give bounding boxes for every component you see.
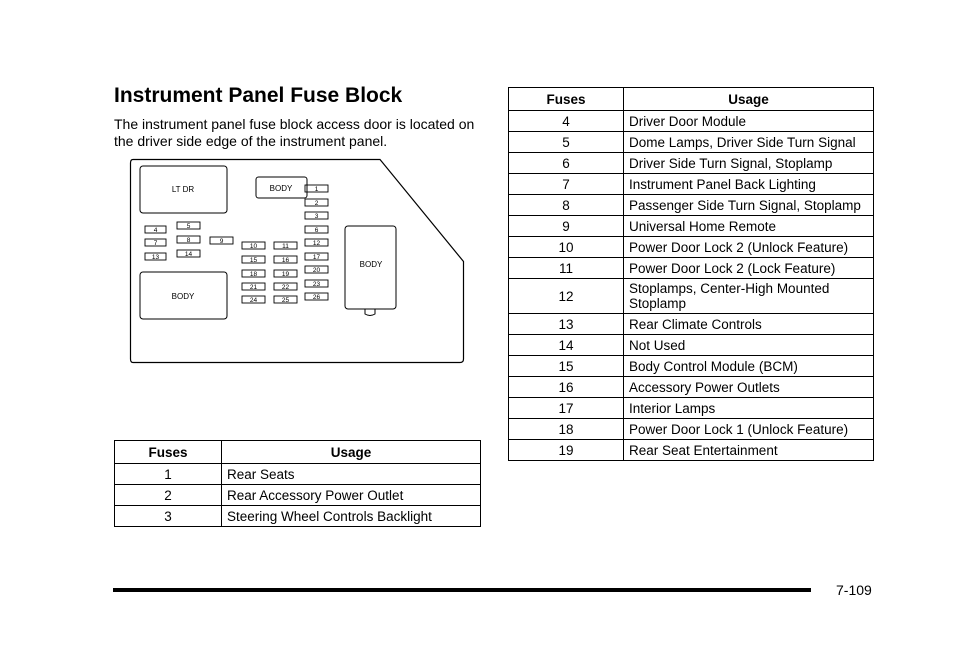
table-row bbox=[509, 356, 874, 377]
fuse-usage: Steering Wheel Controls Backlight bbox=[222, 506, 481, 527]
table-row bbox=[115, 485, 481, 506]
fuse-usage: Rear Seat Entertainment bbox=[624, 440, 874, 461]
body-lower-label: BODY bbox=[171, 292, 195, 301]
fuse-15 bbox=[242, 256, 265, 264]
fuse-23 bbox=[305, 280, 328, 288]
svg-text:18: 18 bbox=[249, 271, 258, 278]
fuse-6 bbox=[305, 226, 328, 234]
fuse-26 bbox=[305, 293, 328, 301]
fuse-19 bbox=[274, 270, 297, 278]
table-row bbox=[509, 174, 874, 195]
table-row bbox=[509, 377, 874, 398]
fuse-number: 6 bbox=[509, 153, 624, 174]
footer-rule bbox=[113, 588, 811, 592]
fuse-number: 4 bbox=[509, 111, 624, 132]
fuse-usage: Power Door Lock 2 (Unlock Feature) bbox=[624, 237, 874, 258]
svg-text:8: 8 bbox=[186, 237, 191, 244]
fuse-usage: Passenger Side Turn Signal, Stoplamp bbox=[624, 195, 874, 216]
fuse-number: 15 bbox=[509, 356, 624, 377]
svg-text:14: 14 bbox=[184, 251, 193, 258]
svg-text:6: 6 bbox=[314, 227, 319, 234]
fuse-7 bbox=[145, 239, 166, 247]
svg-text:17: 17 bbox=[312, 254, 321, 261]
fuse-number: 8 bbox=[509, 195, 624, 216]
fuse-number: 3 bbox=[115, 506, 222, 527]
svg-text:24: 24 bbox=[249, 297, 258, 304]
fuse-number: 14 bbox=[509, 335, 624, 356]
fuse-number: 1 bbox=[115, 464, 222, 485]
svg-text:19: 19 bbox=[281, 271, 290, 278]
table-row bbox=[509, 279, 874, 314]
svg-text:11: 11 bbox=[282, 243, 289, 250]
svg-text:16: 16 bbox=[281, 257, 290, 264]
table-row bbox=[509, 216, 874, 237]
fuse-8 bbox=[177, 236, 200, 244]
fuse-usage: Dome Lamps, Driver Side Turn Signal bbox=[624, 132, 874, 153]
fuse-22 bbox=[274, 283, 297, 291]
svg-text:26: 26 bbox=[312, 294, 321, 301]
svg-text:23: 23 bbox=[312, 281, 321, 288]
fuse-5 bbox=[177, 222, 200, 230]
fuse-usage: Power Door Lock 1 (Unlock Feature) bbox=[624, 419, 874, 440]
svg-text:1: 1 bbox=[314, 186, 319, 193]
fuse-16 bbox=[274, 256, 297, 264]
svg-text:22: 22 bbox=[281, 284, 290, 291]
fuse-number: 13 bbox=[509, 314, 624, 335]
fuse-number: 12 bbox=[509, 279, 624, 314]
column-header-usage: Usage bbox=[222, 441, 481, 464]
fuse-usage: Rear Accessory Power Outlet bbox=[222, 485, 481, 506]
svg-text:10: 10 bbox=[249, 243, 258, 250]
fuse-usage: Not Used bbox=[624, 335, 874, 356]
table-row bbox=[509, 132, 874, 153]
column-header-usage: Usage bbox=[624, 88, 874, 111]
fuse-number: 17 bbox=[509, 398, 624, 419]
fuse-number: 19 bbox=[509, 440, 624, 461]
fuse-usage: Universal Home Remote bbox=[624, 216, 874, 237]
fuse-number: 2 bbox=[115, 485, 222, 506]
svg-text:12: 12 bbox=[312, 240, 321, 247]
fuse-block-diagram bbox=[129, 158, 465, 366]
table-row bbox=[509, 195, 874, 216]
table-row bbox=[509, 153, 874, 174]
svg-text:5: 5 bbox=[186, 223, 191, 230]
fuse-usage: Rear Climate Controls bbox=[624, 314, 874, 335]
fuse-11 bbox=[274, 242, 297, 250]
svg-text:9: 9 bbox=[219, 238, 224, 245]
body-right-label: BODY bbox=[359, 260, 383, 269]
fuse-10 bbox=[242, 242, 265, 250]
fuse-1 bbox=[305, 185, 328, 193]
fuse-number: 11 bbox=[509, 258, 624, 279]
fuse-4 bbox=[145, 226, 166, 234]
fuse-21 bbox=[242, 283, 265, 291]
table-row bbox=[509, 419, 874, 440]
fuse-14 bbox=[177, 250, 200, 258]
table-row bbox=[509, 398, 874, 419]
fuse-usage: Interior Lamps bbox=[624, 398, 874, 419]
column-header-fuses: Fuses bbox=[509, 88, 624, 111]
lt-dr-label: LT DR bbox=[171, 185, 195, 194]
page-number: 7-109 bbox=[836, 582, 872, 598]
svg-text:7: 7 bbox=[153, 240, 158, 247]
intro-paragraph: The instrument panel fuse block access door is located on the driver side edge of the instrument panel. bbox=[114, 116, 475, 149]
svg-text:13: 13 bbox=[151, 254, 160, 261]
fuse-usage: Driver Side Turn Signal, Stoplamp bbox=[624, 153, 874, 174]
fuse-13 bbox=[145, 253, 166, 261]
svg-text:15: 15 bbox=[249, 257, 258, 264]
table-row bbox=[509, 111, 874, 132]
fuse-number: 10 bbox=[509, 237, 624, 258]
fuse-number: 7 bbox=[509, 174, 624, 195]
body-right-tab bbox=[365, 309, 375, 316]
svg-text:25: 25 bbox=[281, 297, 290, 304]
fuse-usage: Accessory Power Outlets bbox=[624, 377, 874, 398]
column-header-fuses: Fuses bbox=[115, 441, 222, 464]
table-row bbox=[509, 237, 874, 258]
fuse-2 bbox=[305, 199, 328, 207]
fuse-3 bbox=[305, 212, 328, 220]
fuse-number: 18 bbox=[509, 419, 624, 440]
fuse-table-right bbox=[508, 87, 874, 461]
fuse-usage: Stoplamps, Center-High Mounted Stoplamp bbox=[624, 279, 874, 314]
fuse-usage: Driver Door Module bbox=[624, 111, 874, 132]
fuse-number: 5 bbox=[509, 132, 624, 153]
fuse-usage: Body Control Module (BCM) bbox=[624, 356, 874, 377]
svg-text:2: 2 bbox=[314, 200, 319, 207]
svg-text:4: 4 bbox=[153, 227, 158, 234]
table-row bbox=[509, 440, 874, 461]
fuse-24 bbox=[242, 296, 265, 304]
body-top-label: BODY bbox=[269, 184, 293, 193]
svg-text:3: 3 bbox=[314, 213, 319, 220]
fuse-number: 16 bbox=[509, 377, 624, 398]
page-title: Instrument Panel Fuse Block bbox=[114, 84, 403, 107]
fuse-usage: Rear Seats bbox=[222, 464, 481, 485]
table-row bbox=[509, 258, 874, 279]
fuse-17 bbox=[305, 253, 328, 261]
fuse-number: 9 bbox=[509, 216, 624, 237]
fuse-usage: Power Door Lock 2 (Lock Feature) bbox=[624, 258, 874, 279]
fuse-20 bbox=[305, 266, 328, 274]
fuse-25 bbox=[274, 296, 297, 304]
table-row bbox=[115, 506, 481, 527]
fuse-table-left bbox=[114, 440, 481, 527]
table-row bbox=[115, 464, 481, 485]
fuse-usage: Instrument Panel Back Lighting bbox=[624, 174, 874, 195]
fuse-9 bbox=[210, 237, 233, 245]
fuse-12 bbox=[305, 239, 328, 247]
svg-text:21: 21 bbox=[249, 284, 258, 291]
fuse-18 bbox=[242, 270, 265, 278]
table-row bbox=[509, 314, 874, 335]
table-row bbox=[509, 335, 874, 356]
svg-text:20: 20 bbox=[312, 267, 321, 274]
